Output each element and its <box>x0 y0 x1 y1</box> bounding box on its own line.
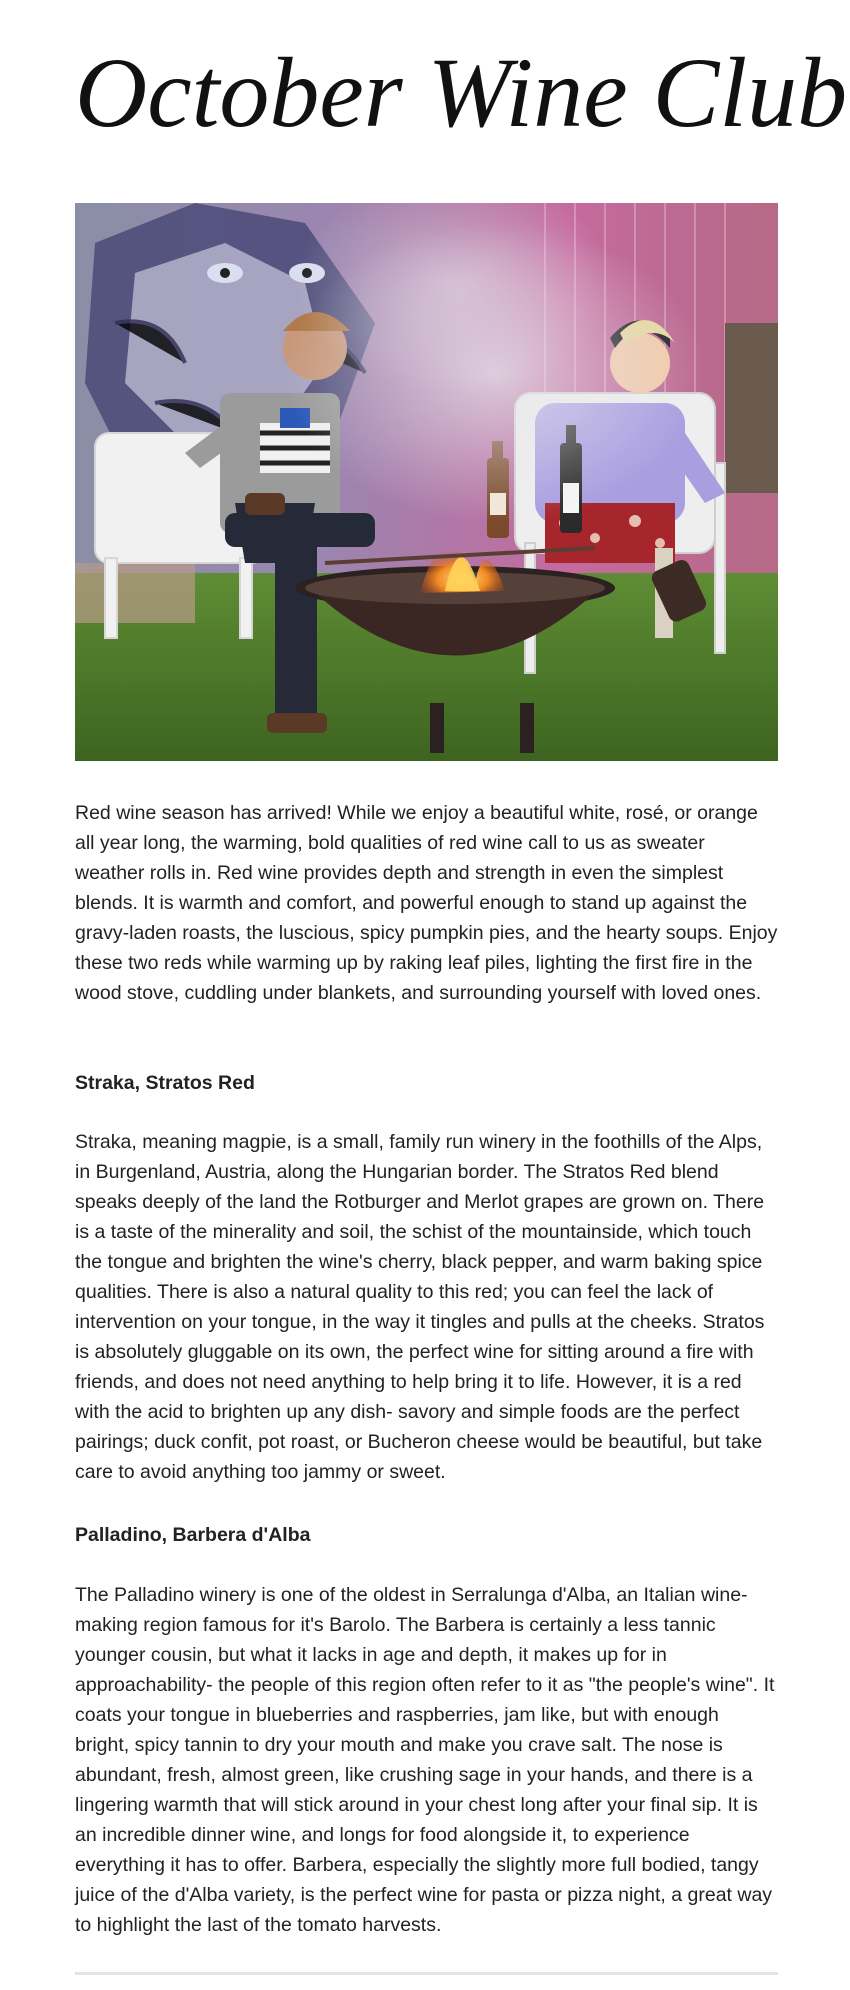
intro-paragraph: Red wine season has arrived! While we enjoy a beautiful white, rosé, or orange all year long, the warming, bold qualities of red wine call to us as sweater weather rolls in. Red wine provides depth and strength in even the simplest blends. It is warmth and comfort, and powerful enough to stand up against the gravy-laden roasts, the luscious, spicy pumpkin pies, and the hearty soups. Enjoy these two reds while warming up by raking leaf piles, lighting the first fire in the wood stove, cuddling under blankets, and surrounding yourself with loved ones. <box>75 802 778 1004</box>
section-divider <box>75 1972 778 1975</box>
wine-heading-palladino: Palladino, Barbera d'Alba <box>75 1524 311 1546</box>
page-title: October Wine Club <box>75 37 848 148</box>
wine-description-straka: Straka, meaning magpie, is a small, family run winery in the foothills of the Alps, in Burgenland, Austria, along the Hungarian border. The Stratos Red blend speaks deeply of the land the Rotburger and Merlot grapes are grown on. There is a taste of the minerality and soil, the schist of the mountainside, which touch the tongue and brighten the wine's cherry, black pepper, and warm baking spice qualities. There is also a natural quality to this red; you can feel the lack of intervention on your tongue, in the way it tingles and pulls at the cheeks. Stratos is absolutely gluggable on its own, the perfect wine for sitting around a fire with friends, and does not need anything to help bring it to life. However, it is a red with the acid to brighten up any dish- savory and simple foods are the perfect pairings; duck confit, pot roast, or Bucheron cheese would be beautiful, but take care to avoid anything too jammy or sweet. <box>75 1131 765 1483</box>
photo-icon <box>75 203 778 761</box>
wine-description-palladino: The Palladino winery is one of the oldest in Serralunga d'Alba, an Italian wine-making region famous for it's Barolo. The Barbera is certainly a less tannic younger cousin, but what it lacks in age and depth, it makes up for in approachability- the people of this region often refer to it as "the people's wine". It coats your tongue in blueberries and raspberries, jam like, but with enough bright, spicy tannin to dry your mouth and make you crave salt. The nose is abundant, fresh, almost green, like crushing sage in your hands, and there is a lingering warmth that will stick around in your chest long after your final sip. It is an incredible dinner wine, and longs for food alongside it, to experience everything it has to offer. Barbera, especially the slightly more full bodied, tangy juice of the d'Alba variety, is the perfect wine for pasta or pizza night, a great way to highlight the last of the tomato harvests. <box>75 1584 775 1936</box>
wine-heading-straka: Straka, Stratos Red <box>75 1072 255 1094</box>
hero-photo <box>75 203 778 761</box>
